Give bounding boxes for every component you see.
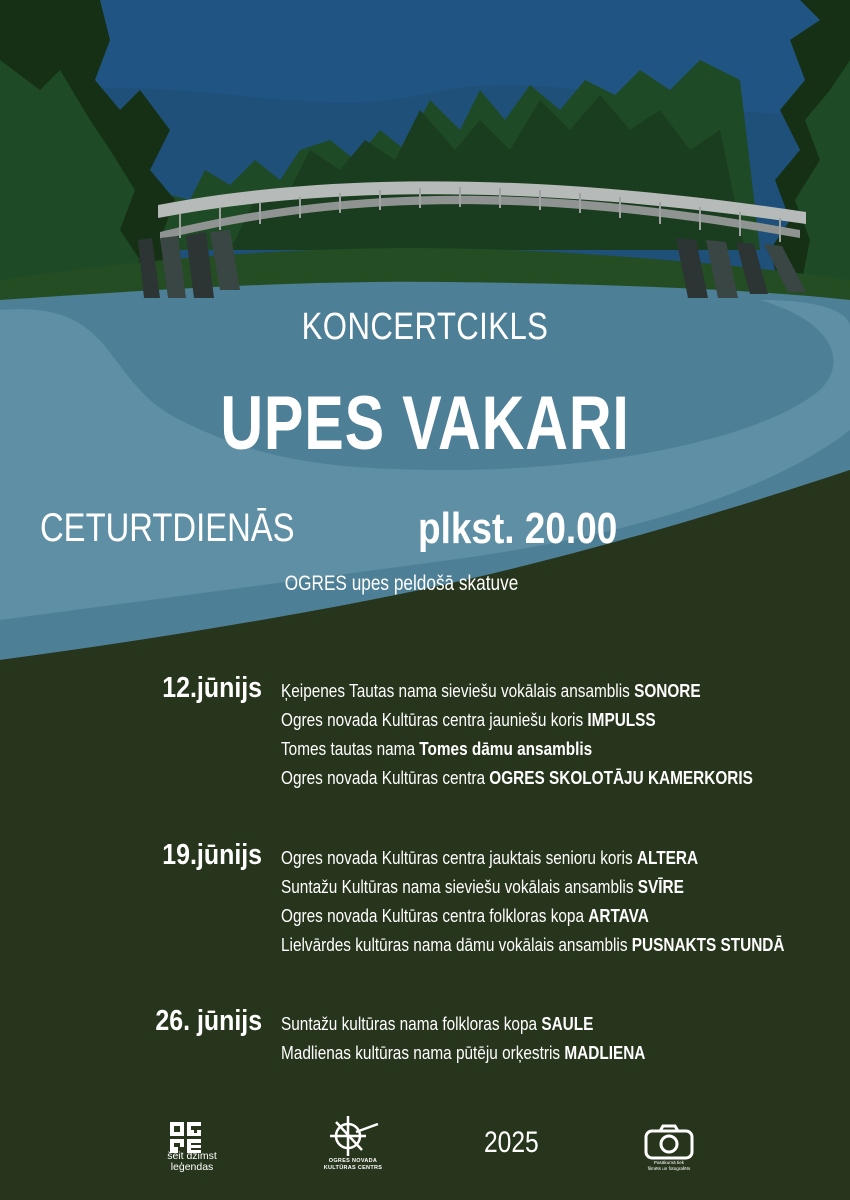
weekday-label: CETURTDIENĀS — [40, 506, 295, 550]
performer-host: Ogres novada Kultūras centra jauniešu koris — [281, 709, 588, 730]
year: 2025 — [484, 1126, 539, 1159]
performer-host: Ogres novada Kultūras centra folkloras kopa — [281, 905, 589, 926]
performer-host: Ogres novada Kultūras centra jauktais senioru koris — [281, 847, 637, 868]
performer-name: SONORE — [634, 680, 701, 701]
performer-name: SVĪRE — [637, 876, 684, 897]
performer-name: SAULE — [541, 1013, 594, 1034]
performer-line — [281, 901, 746, 930]
footer — [0, 1110, 850, 1180]
event-title: UPES VAKARI — [220, 381, 630, 466]
performer-line — [281, 930, 785, 959]
performer-name: Tomes dāmu ansamblis — [419, 738, 593, 759]
concert-series-label: KONCERTCIKLS — [301, 306, 549, 348]
performer-line — [281, 734, 746, 763]
performer-line — [281, 1009, 746, 1038]
start-time: plkst. 20.00 — [418, 504, 618, 553]
performer-name: ARTAVA — [588, 905, 649, 926]
performer-line — [281, 676, 746, 705]
performer-list — [281, 1009, 841, 1067]
performer-host: Lielvārdes kultūras nama dāmu vokālais ansamblis — [281, 934, 632, 955]
performer-line — [281, 1038, 746, 1067]
performer-host: Ķeipenes Tautas nama sieviešu vokālais ansamblis — [281, 680, 635, 701]
performer-name: OGRES SKOLOTĀJU KAMERKORIS — [489, 767, 753, 788]
performer-name: ALTERA — [636, 847, 699, 868]
performer-host: Ogres novada Kultūras centra — [281, 767, 490, 788]
performer-name: IMPULSS — [587, 709, 656, 730]
camera-icon — [644, 1124, 694, 1160]
kc-logo-text: OGRES NOVADA KULTŪRAS CENTRS — [323, 1158, 383, 1171]
performer-line — [281, 872, 746, 901]
performer-host: Suntažu Kultūras nama sieviešu vokālais ansamblis — [281, 876, 638, 897]
filming-notice: Pasākumā tiek filmēts un fotografēts — [647, 1160, 691, 1171]
performer-list — [281, 843, 841, 959]
performer-host: Madlienas kultūras nama pūtēju orķestris — [281, 1042, 565, 1063]
performer-line — [281, 705, 746, 734]
performer-host: Tomes tautas nama — [281, 738, 420, 759]
schedule-date: 12.jūnijs — [162, 672, 262, 704]
performer-name: MADLIENA — [564, 1042, 646, 1063]
performer-line — [281, 843, 746, 872]
kc-compass-logo — [326, 1114, 380, 1158]
performer-host: Suntažu kultūras nama folkloras kopa — [281, 1013, 542, 1034]
schedule-date: 19.jūnijs — [162, 839, 262, 871]
venue-label: OGRES upes peldošā skatuve — [284, 572, 519, 595]
ogre-tagline: šeit dzimst leģendas — [167, 1150, 217, 1173]
performer-line — [281, 763, 753, 792]
performer-list — [281, 676, 841, 792]
schedule-date: 26. jūnijs — [155, 1005, 262, 1037]
performer-name: PUSNAKTS STUNDĀ — [631, 934, 785, 955]
